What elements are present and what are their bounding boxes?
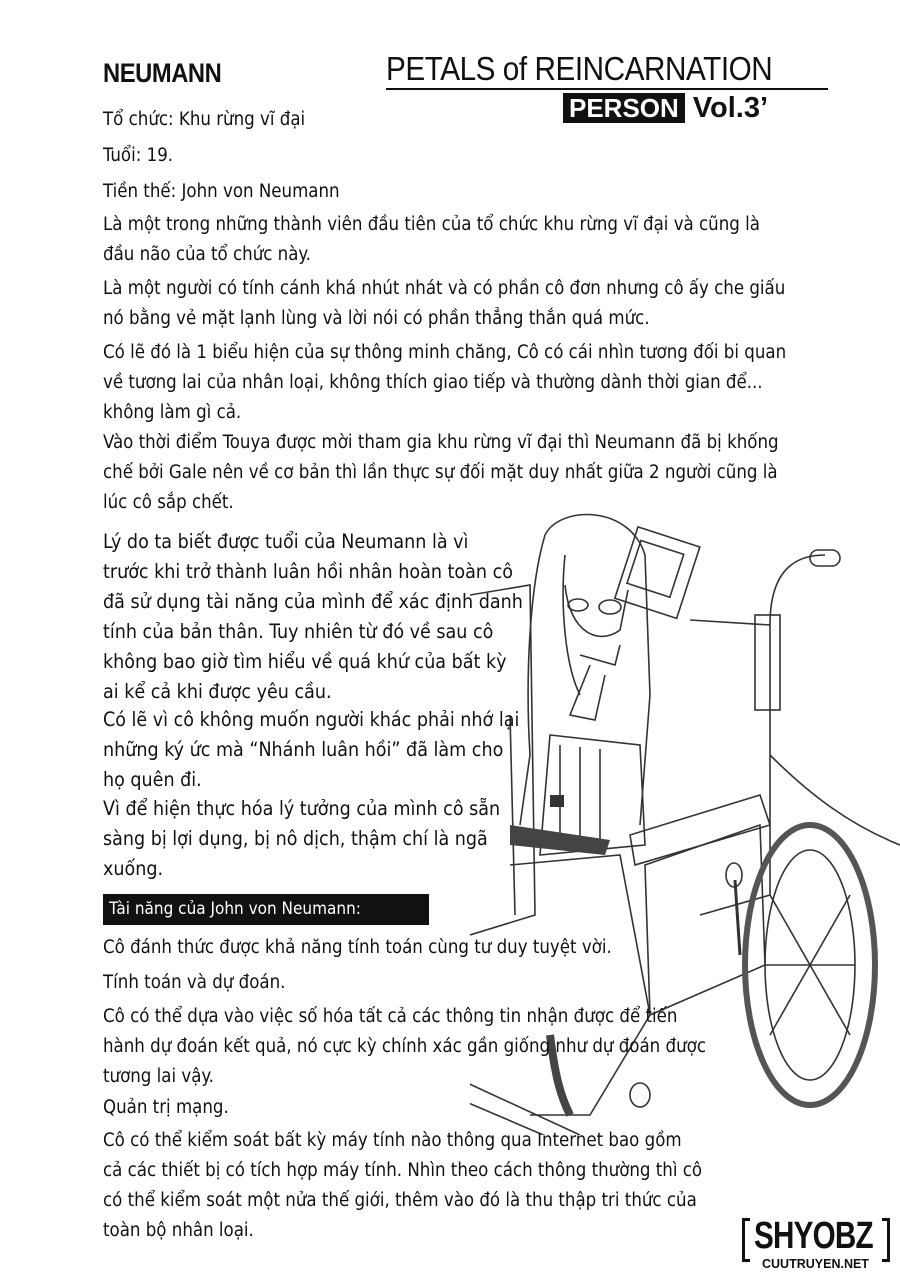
talent-intro: Cô đánh thức được khả năng tính toán cùng tư duy tuyệt vời. [103,937,612,958]
ability-name-network: Quản trị mạng. [103,1097,229,1118]
paragraph-founding-member: Là một trong những thành viên đầu tiên của tổ chức khu rừng vĩ đại và cũng là đầu não của tổ chức này. [103,214,760,265]
paragraph-personality: Là một người có tính cánh khá nhút nhát và có phần cô đơn nhưng cô ấy che giấu nó bằng vẻ mặt lạnh lùng và lời nói có phần thẳng thắn quá mức. [103,278,786,329]
title-divider [386,88,828,90]
series-title: PETALS of REINCARNATION [386,50,773,87]
profile-age: Tuổi: 19. [103,145,174,166]
character-name: NEUMANN [103,58,222,88]
bracket-right-icon [882,1218,890,1262]
paragraph-touya-meeting: Vào thời điểm Touya được mời tham gia khu rừng vĩ đại thì Neumann đã bị khống chế bởi Gale nên về cơ bản thì lần thực sự đối mặt duy nhất giữa 2 người cũng là lúc cô sắp chết. [103,432,779,513]
talent-section-header: Tài năng của John von Neumann: [103,894,429,925]
ability-description-calculation: Cô có thể dựa vào việc số hóa tất cả các thông tin nhận được để tiến hành dự đoán kết quả, nó cực kỳ chính xác gần giống như dự đoán được tương lai vậy. [103,1006,706,1087]
ability-description-network: Cô có thể kiểm soát bất kỳ máy tính nào thông qua Internet bao gồm cả các thiết bị có tích hợp máy tính. Nhìn theo cách thông thường thì cô có thể kiểm soát một nửa thế giới, thêm vào đó là thu thập tri thức của toàn bộ nhân loại. [103,1130,703,1241]
watermark-brand: SHYOBZ [754,1215,873,1257]
bracket-left-icon [742,1218,750,1262]
person-badge: PERSON [563,93,685,123]
paragraph-ideal: Vì để hiện thực hóa lý tưởng của mình cô sẵn sàng bị lợi dụng, bị nô dịch, thậm chí là ngã xuống. [103,797,501,880]
ability-name-calculation: Tính toán và dự đoán. [103,972,286,993]
volume-label: Vol.3’ [692,92,769,124]
scanlation-watermark [742,1214,892,1276]
profile-previous-life: Tiền thế: John von Neumann [103,181,340,202]
paragraph-memories: Có lẽ vì cô không muốn người khác phải nhớ lại những ký ức mà “Nhánh luân hồi” đã làm cho họ quên đi. [103,708,520,791]
paragraph-age-reason: Lý do ta biết được tuổi của Neumann là vì trước khi trở thành luân hồi nhân hoàn toàn cô đã sử dụng tài năng của mình để xác định danh tính của bản thân. Tuy nhiên từ đó về sau cô không bao giờ tìm hiểu về quá khứ của bất kỳ ai kể cả khi được yêu cầu. [103,530,523,703]
paragraph-outlook: Có lẽ đó là 1 biểu hiện của sự thông minh chăng, Cô có cái nhìn tương đối bi quan về tương lai của nhân loại, không thích giao tiếp và thường dành thời gian để... không làm gì cả. [103,342,787,423]
profile-organization: Tổ chức: Khu rừng vĩ đại [103,109,306,130]
watermark-site: CUUTRUYEN.NET [762,1257,869,1271]
